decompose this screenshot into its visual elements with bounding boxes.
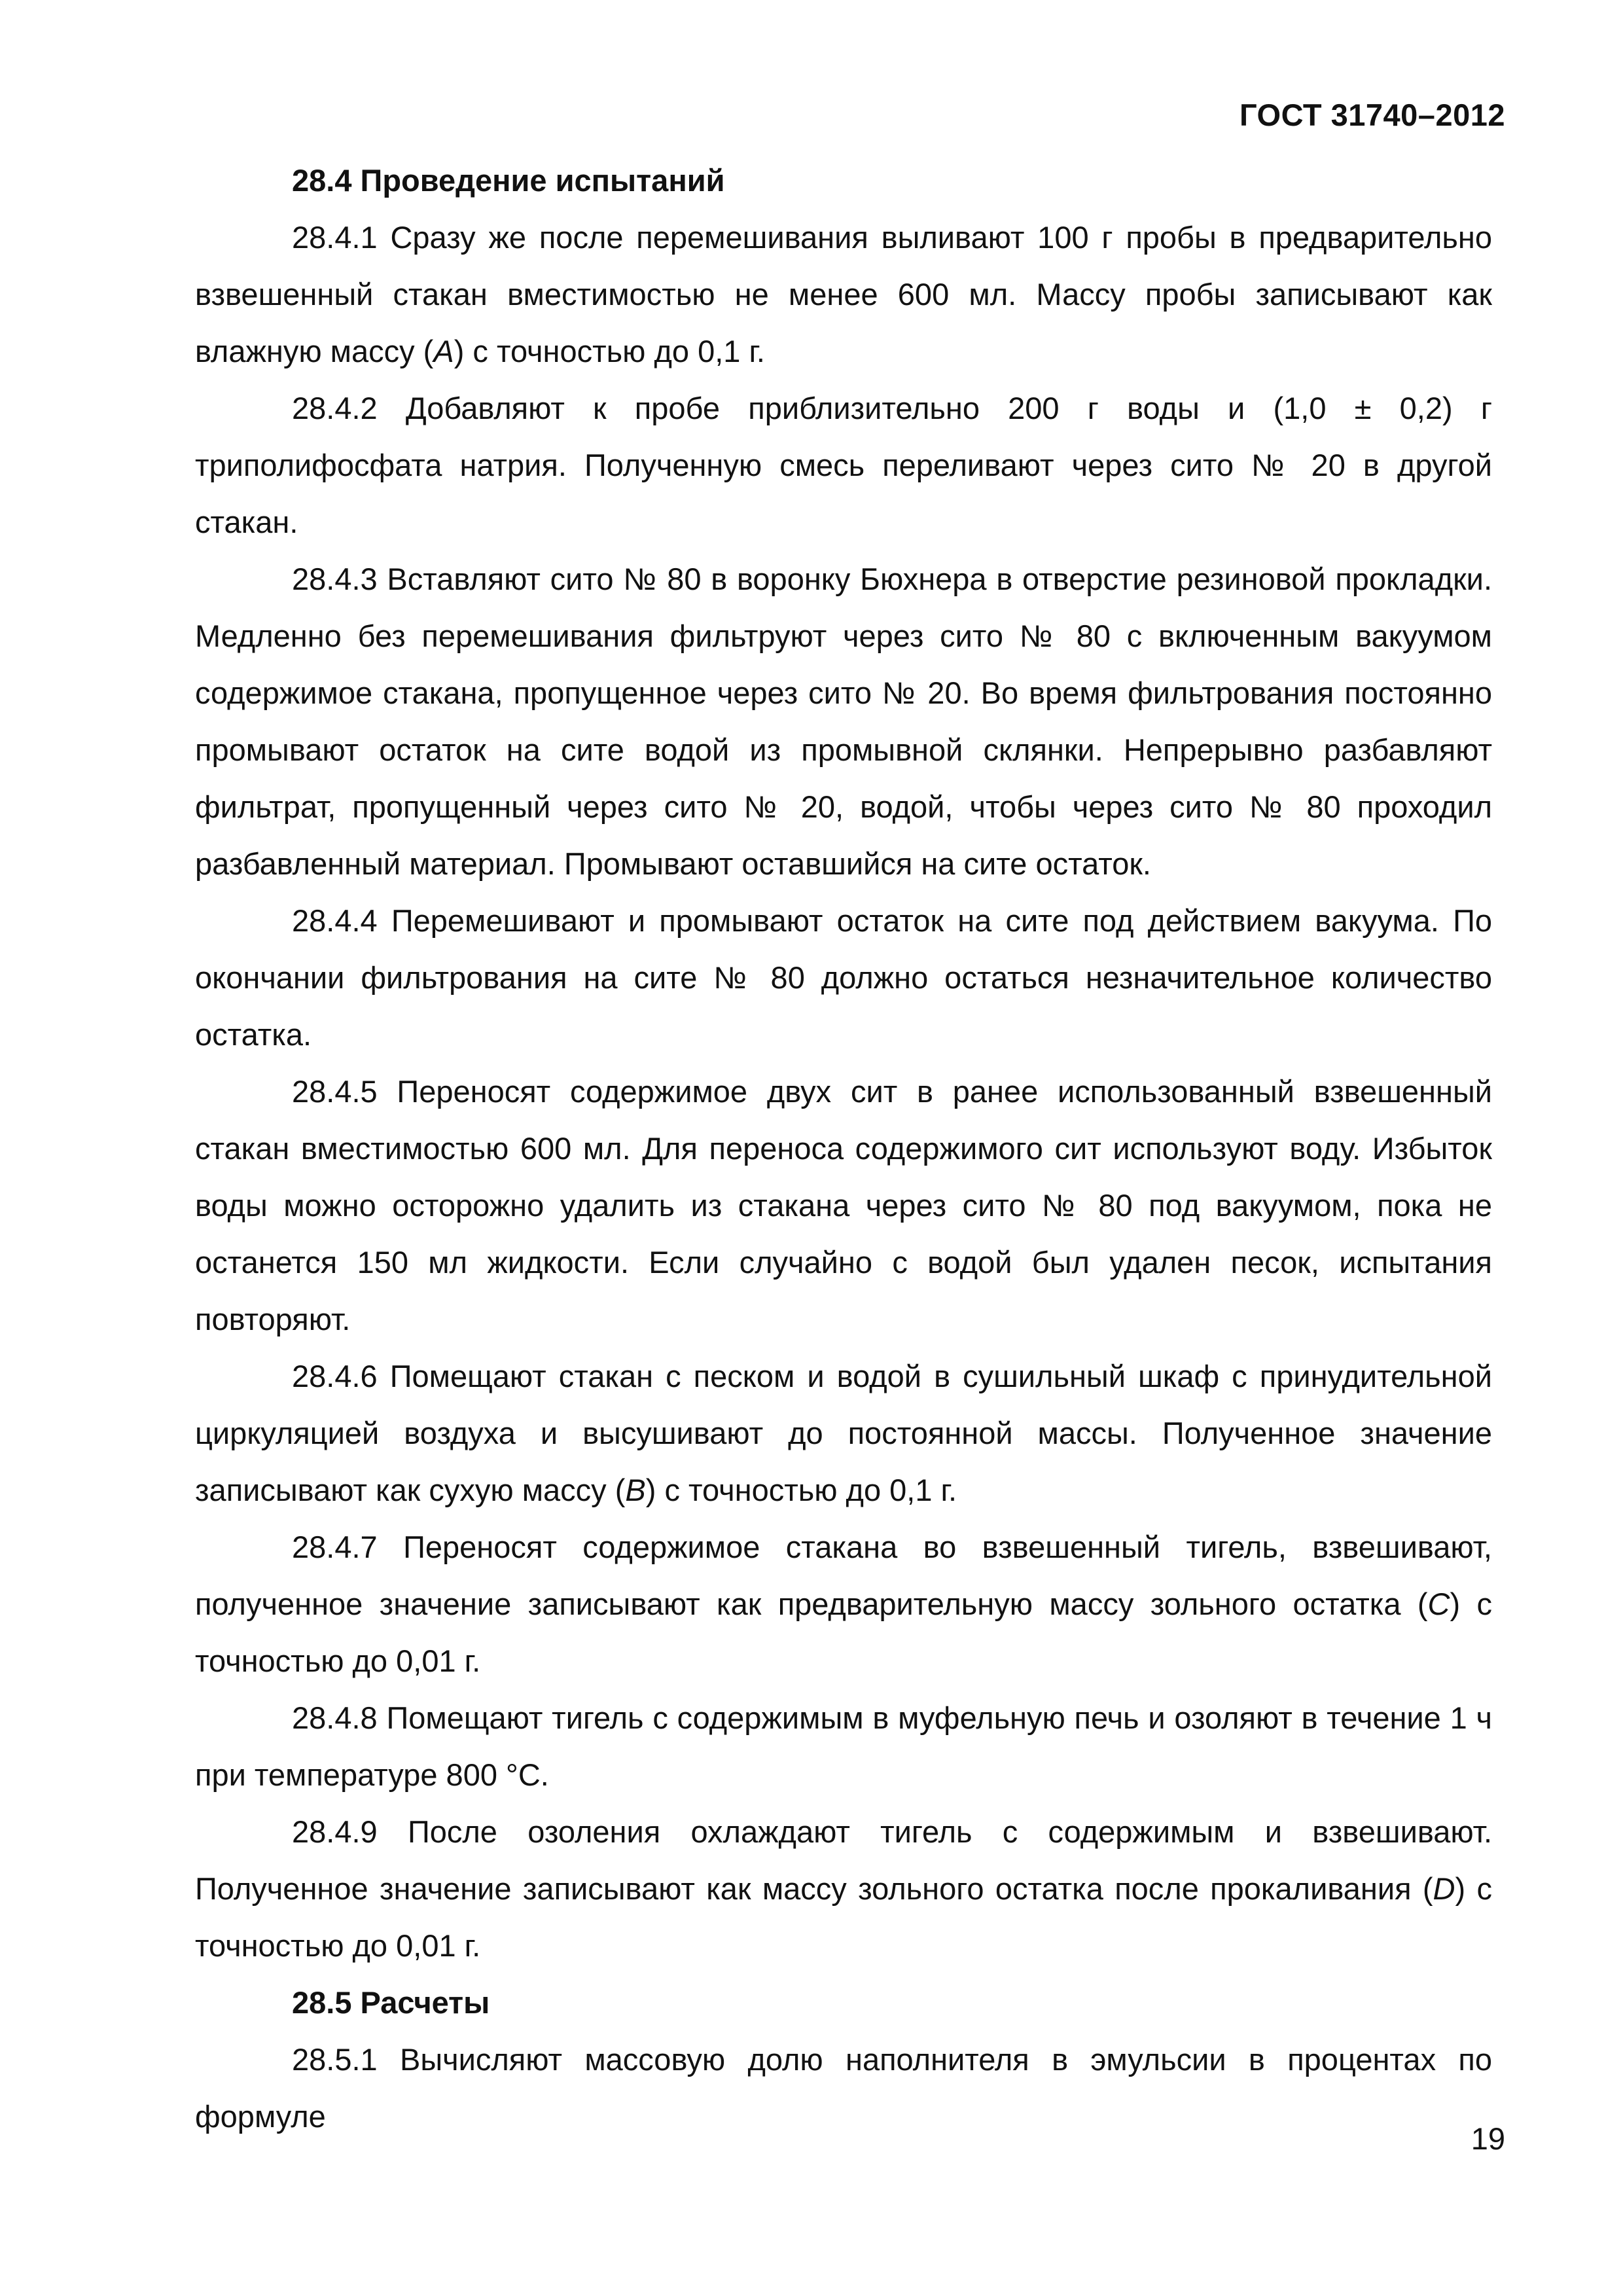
document-id: ГОСТ 31740–2012 xyxy=(1239,98,1505,132)
paragraph-28-4-1: 28.4.1 Сразу же после перемешивания выливают 100 г пробы в предварительно взвешенный стакан вместимостью не менее 600 мл. Массу пробы записывают как влажную массу (A) с точностью до 0,1 г. xyxy=(195,220,1492,368)
paragraph-28-4-8: 28.4.8 Помещают тигель с содержимым в муфельную печь и озоляют в течение 1 ч при температуре 800 °С. xyxy=(195,1700,1492,1792)
paragraph-28-5-1: 28.5.1 Вычисляют массовую долю наполнителя в эмульсии в процентах по формуле xyxy=(195,2042,1492,2134)
page-number: 19 xyxy=(1471,2121,1505,2156)
section-heading-28-5: 28.5 Расчеты xyxy=(292,1985,490,2020)
paragraph-28-4-6: 28.4.6 Помещают стакан с песком и водой в сушильный шкаф с принудительной циркуляцией воздуха и высушивают до постоянной массы. Полученное значение записывают как сухую массу (B) с точностью до 0,1 г. xyxy=(195,1359,1492,1507)
paragraph-28-4-3: 28.4.3 Вставляют сито № 80 в воронку Бюхнера в отверстие резиновой прокладки. Медленно без перемешивания фильтруют через сито № 80 с включенным вакуумом содержимое стакана, пропущенное через сито № 20. Во время фильтрования постоянно промывают остаток на сите водой из промывной склянки. Непрерывно разбавляют фильтрат, пропущенный через сито № 20, водой, чтобы через сито № 80 проходил разбавленный материал. Промывают оставшийся на сите остаток. xyxy=(195,562,1492,881)
paragraph-28-4-9: 28.4.9 После озоления охлаждают тигель с содержимым и взвешивают. Полученное значение записывают как массу зольного остатка после прокаливания (D) с точностью до 0,01 г. xyxy=(195,1814,1492,1963)
paragraph-28-4-2: 28.4.2 Добавляют к пробе приблизительно 200 г воды и (1,0 ± 0,2) г триполифосфата натрия. Полученную смесь переливают через сито № 20 в другой стакан. xyxy=(195,391,1492,539)
paragraph-28-4-5: 28.4.5 Переносят содержимое двух сит в ранее использованный взвешенный стакан вместимостью 600 мл. Для переноса содержимого сит используют воду. Избыток воды можно осторожно удалить из стакана через сито № 80 под вакуумом, пока не останется 150 мл жидкости. Если случайно с водой был удален песок, испытания повторяют. xyxy=(195,1074,1492,1336)
section-heading-28-4: 28.4 Проведение испытаний xyxy=(292,163,725,198)
paragraph-28-4-4: 28.4.4 Перемешивают и промывают остаток на сите под действием вакуума. По окончании фильтрования на сите № 80 должно остаться незначительное количество остатка. xyxy=(195,903,1492,1052)
paragraph-28-4-7: 28.4.7 Переносят содержимое стакана во взвешенный тигель, взвешивают, полученное значение записывают как предварительную массу зольного остатка (C) с точностью до 0,01 г. xyxy=(195,1530,1493,1678)
page-content xyxy=(195,152,1492,2145)
